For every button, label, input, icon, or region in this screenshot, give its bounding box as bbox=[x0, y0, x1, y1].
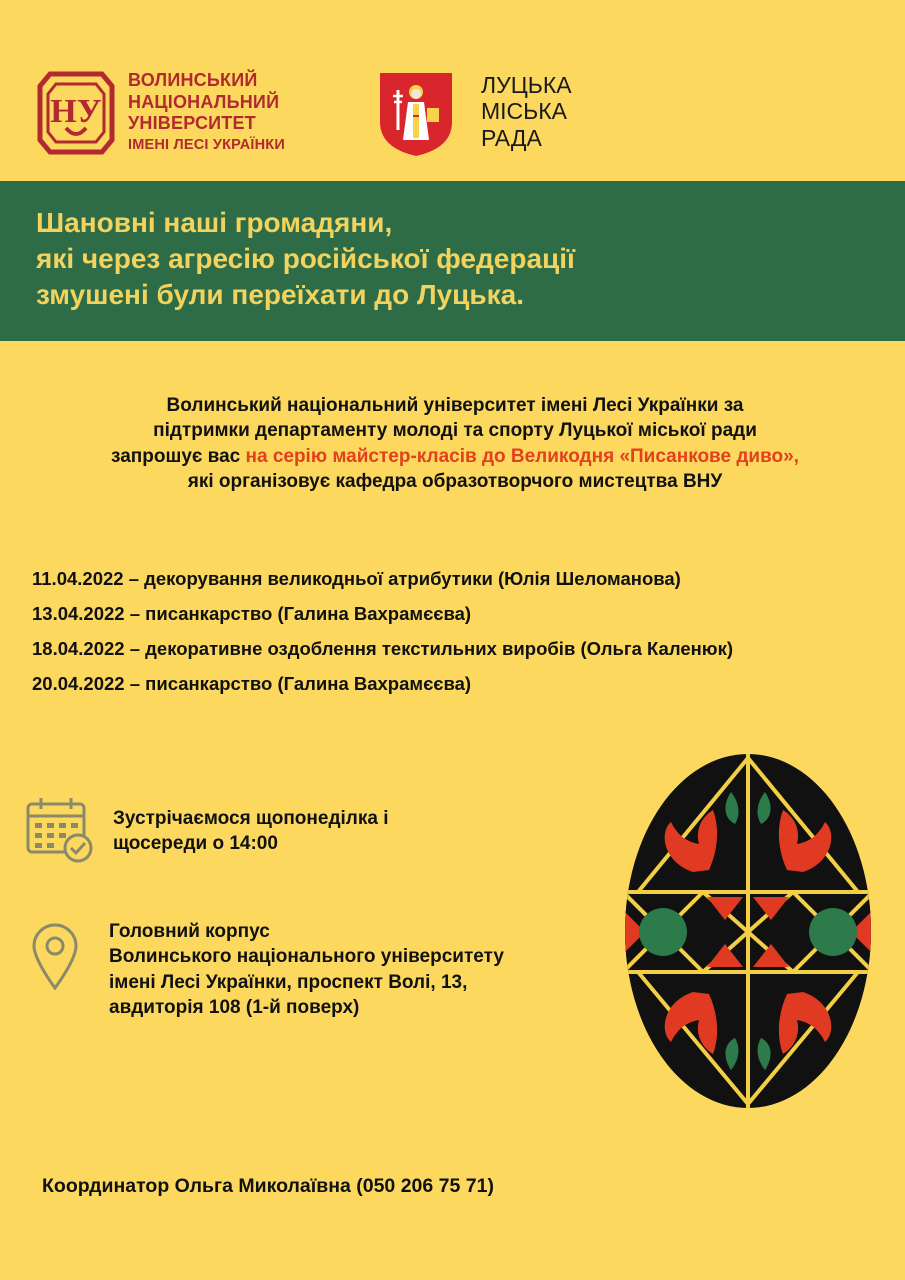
invitation-line bbox=[30, 444, 880, 469]
invitation-line: Волинський національний університет імені Лесі Українки за bbox=[166, 395, 744, 416]
calendar-icon bbox=[25, 796, 95, 864]
greeting-line: які через агресію російської федерації bbox=[36, 242, 575, 274]
meeting-line: Зустрічаємося щопонеділка і bbox=[113, 808, 389, 829]
address-line: авдиторія 108 (1-й поверх) bbox=[109, 996, 360, 1018]
event-name-highlight: на серію майстер-класів до Великодня «Писанкове диво», bbox=[245, 445, 799, 467]
greeting-line: Шановні наші громадяни, bbox=[36, 207, 393, 238]
schedule-item: 13.04.2022 – писанкарство (Галина Вахрамєєва) bbox=[32, 603, 472, 624]
invitation-text: запрошує вас bbox=[111, 445, 246, 467]
greeting-line: змушені були переїхати до Луцька. bbox=[36, 278, 524, 310]
lutsk-line: РАДА bbox=[481, 124, 542, 151]
vnu-line: ВОЛИНСЬКИЙ bbox=[128, 70, 258, 90]
schedule-item: 18.04.2022 – декоративне оздоблення текстильних виробів (Ольга Каленюк) bbox=[32, 638, 734, 659]
pysanka-egg-icon bbox=[623, 752, 873, 1110]
lutsk-line: МІСЬКА bbox=[481, 98, 567, 125]
vnu-emblem-icon bbox=[36, 70, 116, 156]
schedule-item: 11.04.2022 – декорування великодньої атрибутики (Юлія Шеломанова) bbox=[32, 568, 681, 589]
address-line: Волинського національного університету bbox=[109, 946, 504, 968]
coordinator-contact: Координатор Ольга Миколаївна (050 206 75 71) bbox=[42, 1175, 494, 1197]
lutsk-line: ЛУЦЬКА bbox=[481, 72, 572, 98]
schedule-item: 20.04.2022 – писанкарство (Галина Вахрамєєва) bbox=[32, 673, 472, 694]
vnu-line: УНІВЕРСИТЕТ bbox=[128, 113, 256, 134]
invitation-paragraph bbox=[30, 393, 880, 495]
address-block bbox=[109, 919, 504, 1020]
vnu-line: НАЦІОНАЛЬНИЙ bbox=[128, 91, 280, 112]
invitation-line: підтримки департаменту молоді та спорту Луцької міської ради bbox=[153, 420, 757, 442]
invitation-line: які організовує кафедра образотворчого мистецтва ВНУ bbox=[187, 471, 723, 493]
lutsk-coat-of-arms-icon bbox=[377, 70, 455, 158]
location-pin-icon bbox=[28, 920, 82, 992]
address-line: імені Лесі Українки, проспект Волі, 13, bbox=[109, 971, 468, 993]
vnu-line: ІМЕНІ ЛЕСІ УКРАЇНКИ bbox=[128, 136, 285, 153]
schedule-list bbox=[32, 566, 892, 706]
meeting-line: щосереди о 14:00 bbox=[113, 833, 278, 855]
lutsk-title bbox=[481, 72, 572, 151]
vnu-title bbox=[128, 70, 285, 154]
svg-text:НУ: НУ bbox=[50, 93, 102, 130]
address-line: Головний корпус bbox=[109, 921, 270, 942]
greeting-text bbox=[36, 205, 876, 312]
meeting-time bbox=[113, 806, 389, 857]
